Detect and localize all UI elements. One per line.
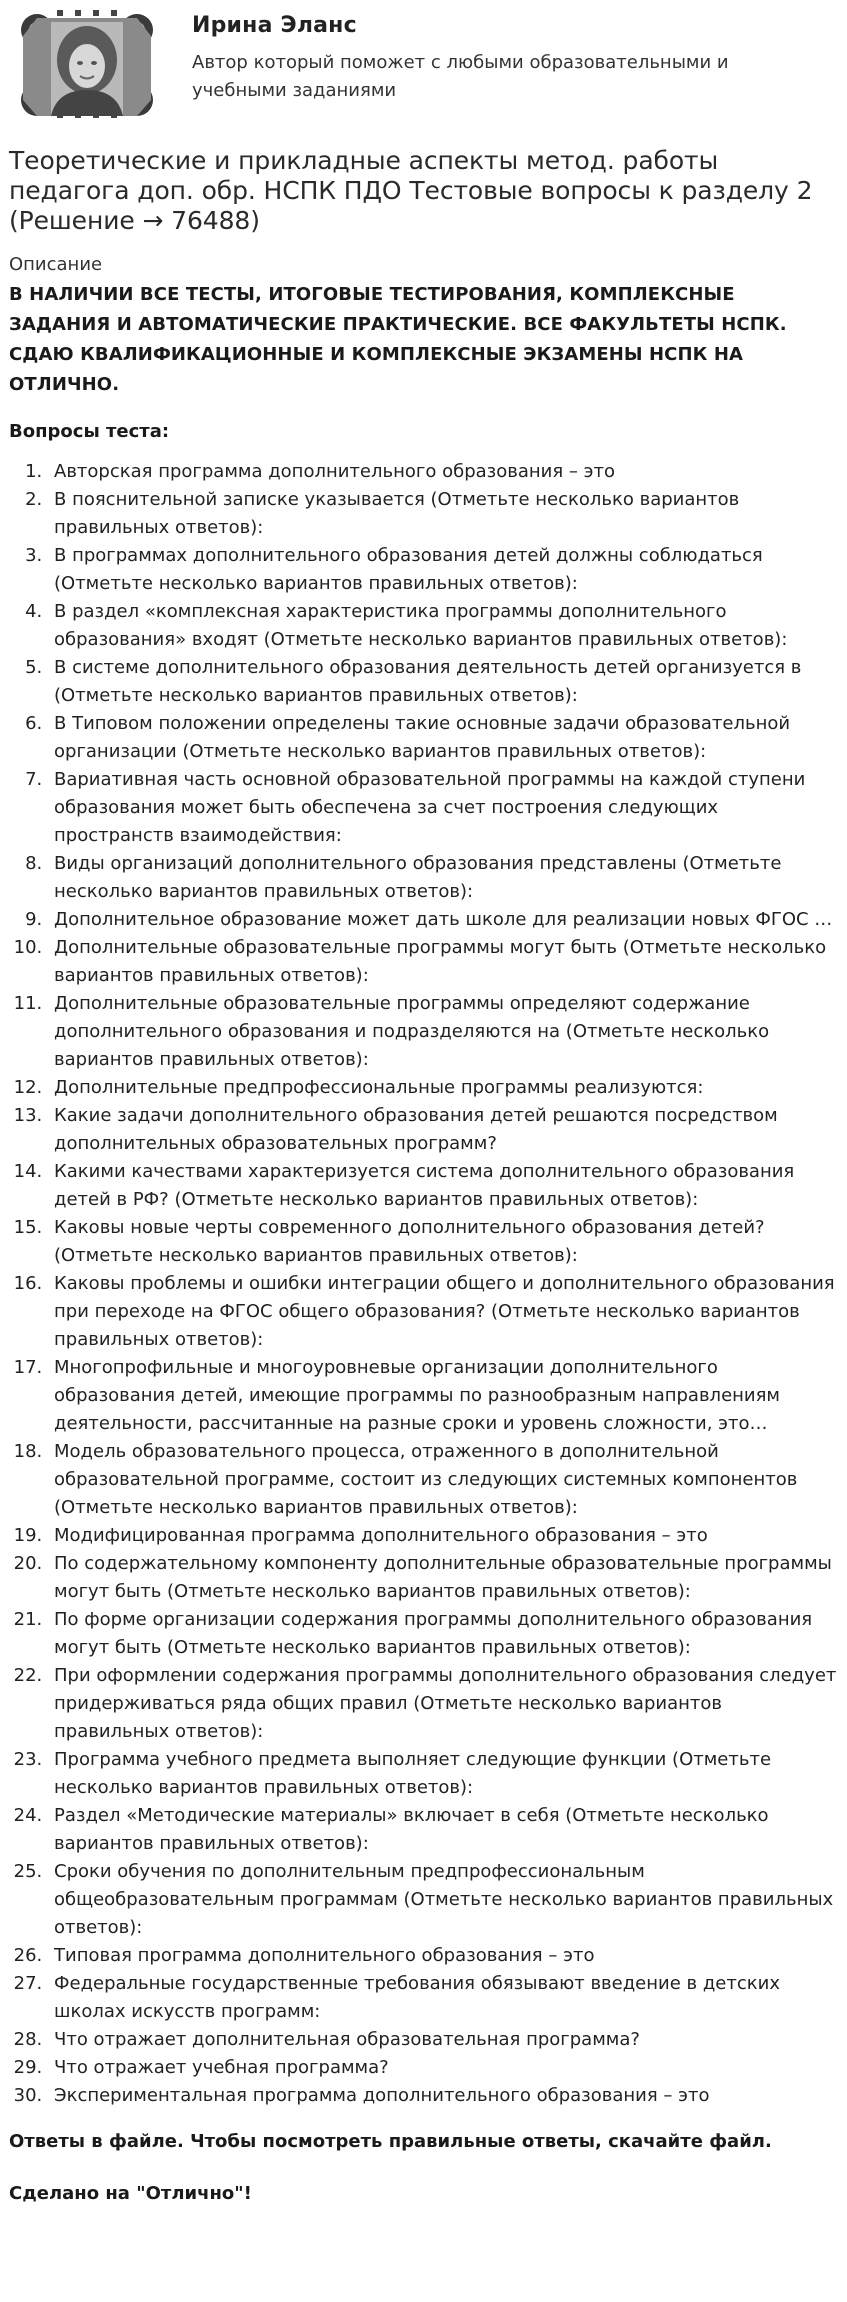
question-item: 6. В Типовом положении определены такие основные задачи образовательной организации (Отметьте несколько вариантов правильных ответов):: [48, 710, 838, 766]
question-item: 16. Каковы проблемы и ошибки интеграции общего и дополнительного образования при переходе на ФГОС общего образования? (Отметьте несколько вариантов правильных ответов):: [48, 1270, 838, 1354]
questions-list: [9, 458, 838, 2110]
question-item: 13. Какие задачи дополнительного образования детей решаются посредством дополнительных образовательных программ?: [48, 1102, 838, 1158]
question-item: 9. Дополнительное образование может дать школе для реализации новых ФГОС …: [48, 906, 838, 934]
question-item: 28. Что отражает дополнительная образовательная программа?: [48, 2026, 838, 2054]
description-label: Описание: [9, 254, 103, 275]
page-title: Теоретические и прикладные аспекты метод. работы педагога доп. обр. НСПК ПДО Тестовые вопросы к разделу 2 (Решение → 76488): [9, 146, 813, 235]
question-item: 4. В раздел «комплексная характеристика программы дополнительного образования» входят (Отметьте несколько вариантов правильных ответов):: [48, 598, 838, 654]
question-item: 1. Авторская программа дополнительного образования – это: [48, 458, 838, 486]
question-item: 8. Виды организаций дополнительного образования представлены (Отметьте несколько вариантов правильных ответов):: [48, 850, 838, 906]
question-item: 24. Раздел «Методические материалы» включает в себя (Отметьте несколько вариантов правильных ответов):: [48, 1802, 838, 1858]
question-item: 10. Дополнительные образовательные программы могут быть (Отметьте несколько вариантов правильных ответов):: [48, 934, 838, 990]
questions-heading: Вопросы теста:: [9, 421, 170, 442]
question-item: 17. Многопрофильные и многоуровневые организации дополнительного образования детей, имеющие программы по разнообразным направлениям деятельности, рассчитанные на разные сроки и уровень сложности, это…: [48, 1354, 838, 1438]
question-item: 25. Сроки обучения по дополнительным предпрофессиональным общеобразовательным программам (Отметьте несколько вариантов правильных ответов):: [48, 1858, 838, 1942]
question-item: 7. Вариативная часть основной образовательной программы на каждой ступени образования может быть обеспечена за счет построения следующих пространств взаимодействия:: [48, 766, 838, 850]
question-item: 29. Что отражает учебная программа?: [48, 2054, 838, 2082]
avatar-image: [17, 8, 157, 120]
author-card: [9, 0, 835, 130]
avatar[interactable]: [17, 8, 157, 120]
question-item: 12. Дополнительные предпрофессиональные программы реализуются:: [48, 1074, 838, 1102]
question-item: 2. В пояснительной записке указывается (Отметьте несколько вариантов правильных ответов):: [48, 486, 838, 542]
question-item: 27. Федеральные государственные требования обязывают введение в детских школах искусств программ:: [48, 1970, 838, 2026]
question-item: 26. Типовая программа дополнительного образования – это: [48, 1942, 838, 1970]
question-item: 23. Программа учебного предмета выполняет следующие функции (Отметьте несколько вариантов правильных ответов):: [48, 1746, 838, 1802]
question-item: 21. По форме организации содержания программы дополнительного образования могут быть (Отметьте несколько вариантов правильных ответов):: [48, 1606, 838, 1662]
question-item: 22. При оформлении содержания программы дополнительного образования следует придерживаться ряда общих правил (Отметьте несколько вариантов правильных ответов):: [48, 1662, 838, 1746]
question-item: 11. Дополнительные образовательные программы определяют содержание дополнительного образования и подразделяются на (Отметьте несколько вариантов правильных ответов):: [48, 990, 838, 1074]
question-item: 18. Модель образовательного процесса, отраженного в дополнительной образовательной программе, состоит из следующих системных компонентов (Отметьте несколько вариантов правильных ответов):: [48, 1438, 838, 1522]
question-item: 19. Модифицированная программа дополнительного образования – это: [48, 1522, 838, 1550]
question-item: 5. В системе дополнительного образования деятельность детей организуется в (Отметьте несколько вариантов правильных ответов):: [48, 654, 838, 710]
author-description: Автор который поможет с любыми образовательными и учебными заданиями: [192, 52, 729, 101]
answers-note: Ответы в файле. Чтобы посмотреть правильные ответы, скачайте файл.: [9, 2131, 772, 2152]
question-item: 15. Каковы новые черты современного дополнительного образования детей? (Отметьте несколько вариантов правильных ответов):: [48, 1214, 838, 1270]
intro-text: В НАЛИЧИИ ВСЕ ТЕСТЫ, ИТОГОВЫЕ ТЕСТИРОВАНИЯ, КОМПЛЕКСНЫЕ ЗАДАНИЯ И АВТОМАТИЧЕСКИЕ ПРАКТИЧЕСКИЕ. ВСЕ ФАКУЛЬТЕТЫ НСПК. СДАЮ КВАЛИФИКАЦИОННЫЕ И КОМПЛЕКСНЫЕ ЭКЗАМЕНЫ НСПК НА ОТЛИЧНО.: [9, 284, 787, 395]
question-item: 30. Экспериментальная программа дополнительного образования – это: [48, 2082, 838, 2110]
grade-note: Сделано на "Отлично"!: [9, 2183, 252, 2204]
question-item: 14. Какими качествами характеризуется система дополнительного образования детей в РФ? (Отметьте несколько вариантов правильных ответов):: [48, 1158, 838, 1214]
author-name[interactable]: Ирина Эланс: [192, 13, 357, 38]
question-item: 20. По содержательному компоненту дополнительные образовательные программы могут быть (Отметьте несколько вариантов правильных ответов):: [48, 1550, 838, 1606]
question-item: 3. В программах дополнительного образования детей должны соблюдаться (Отметьте несколько вариантов правильных ответов):: [48, 542, 838, 598]
